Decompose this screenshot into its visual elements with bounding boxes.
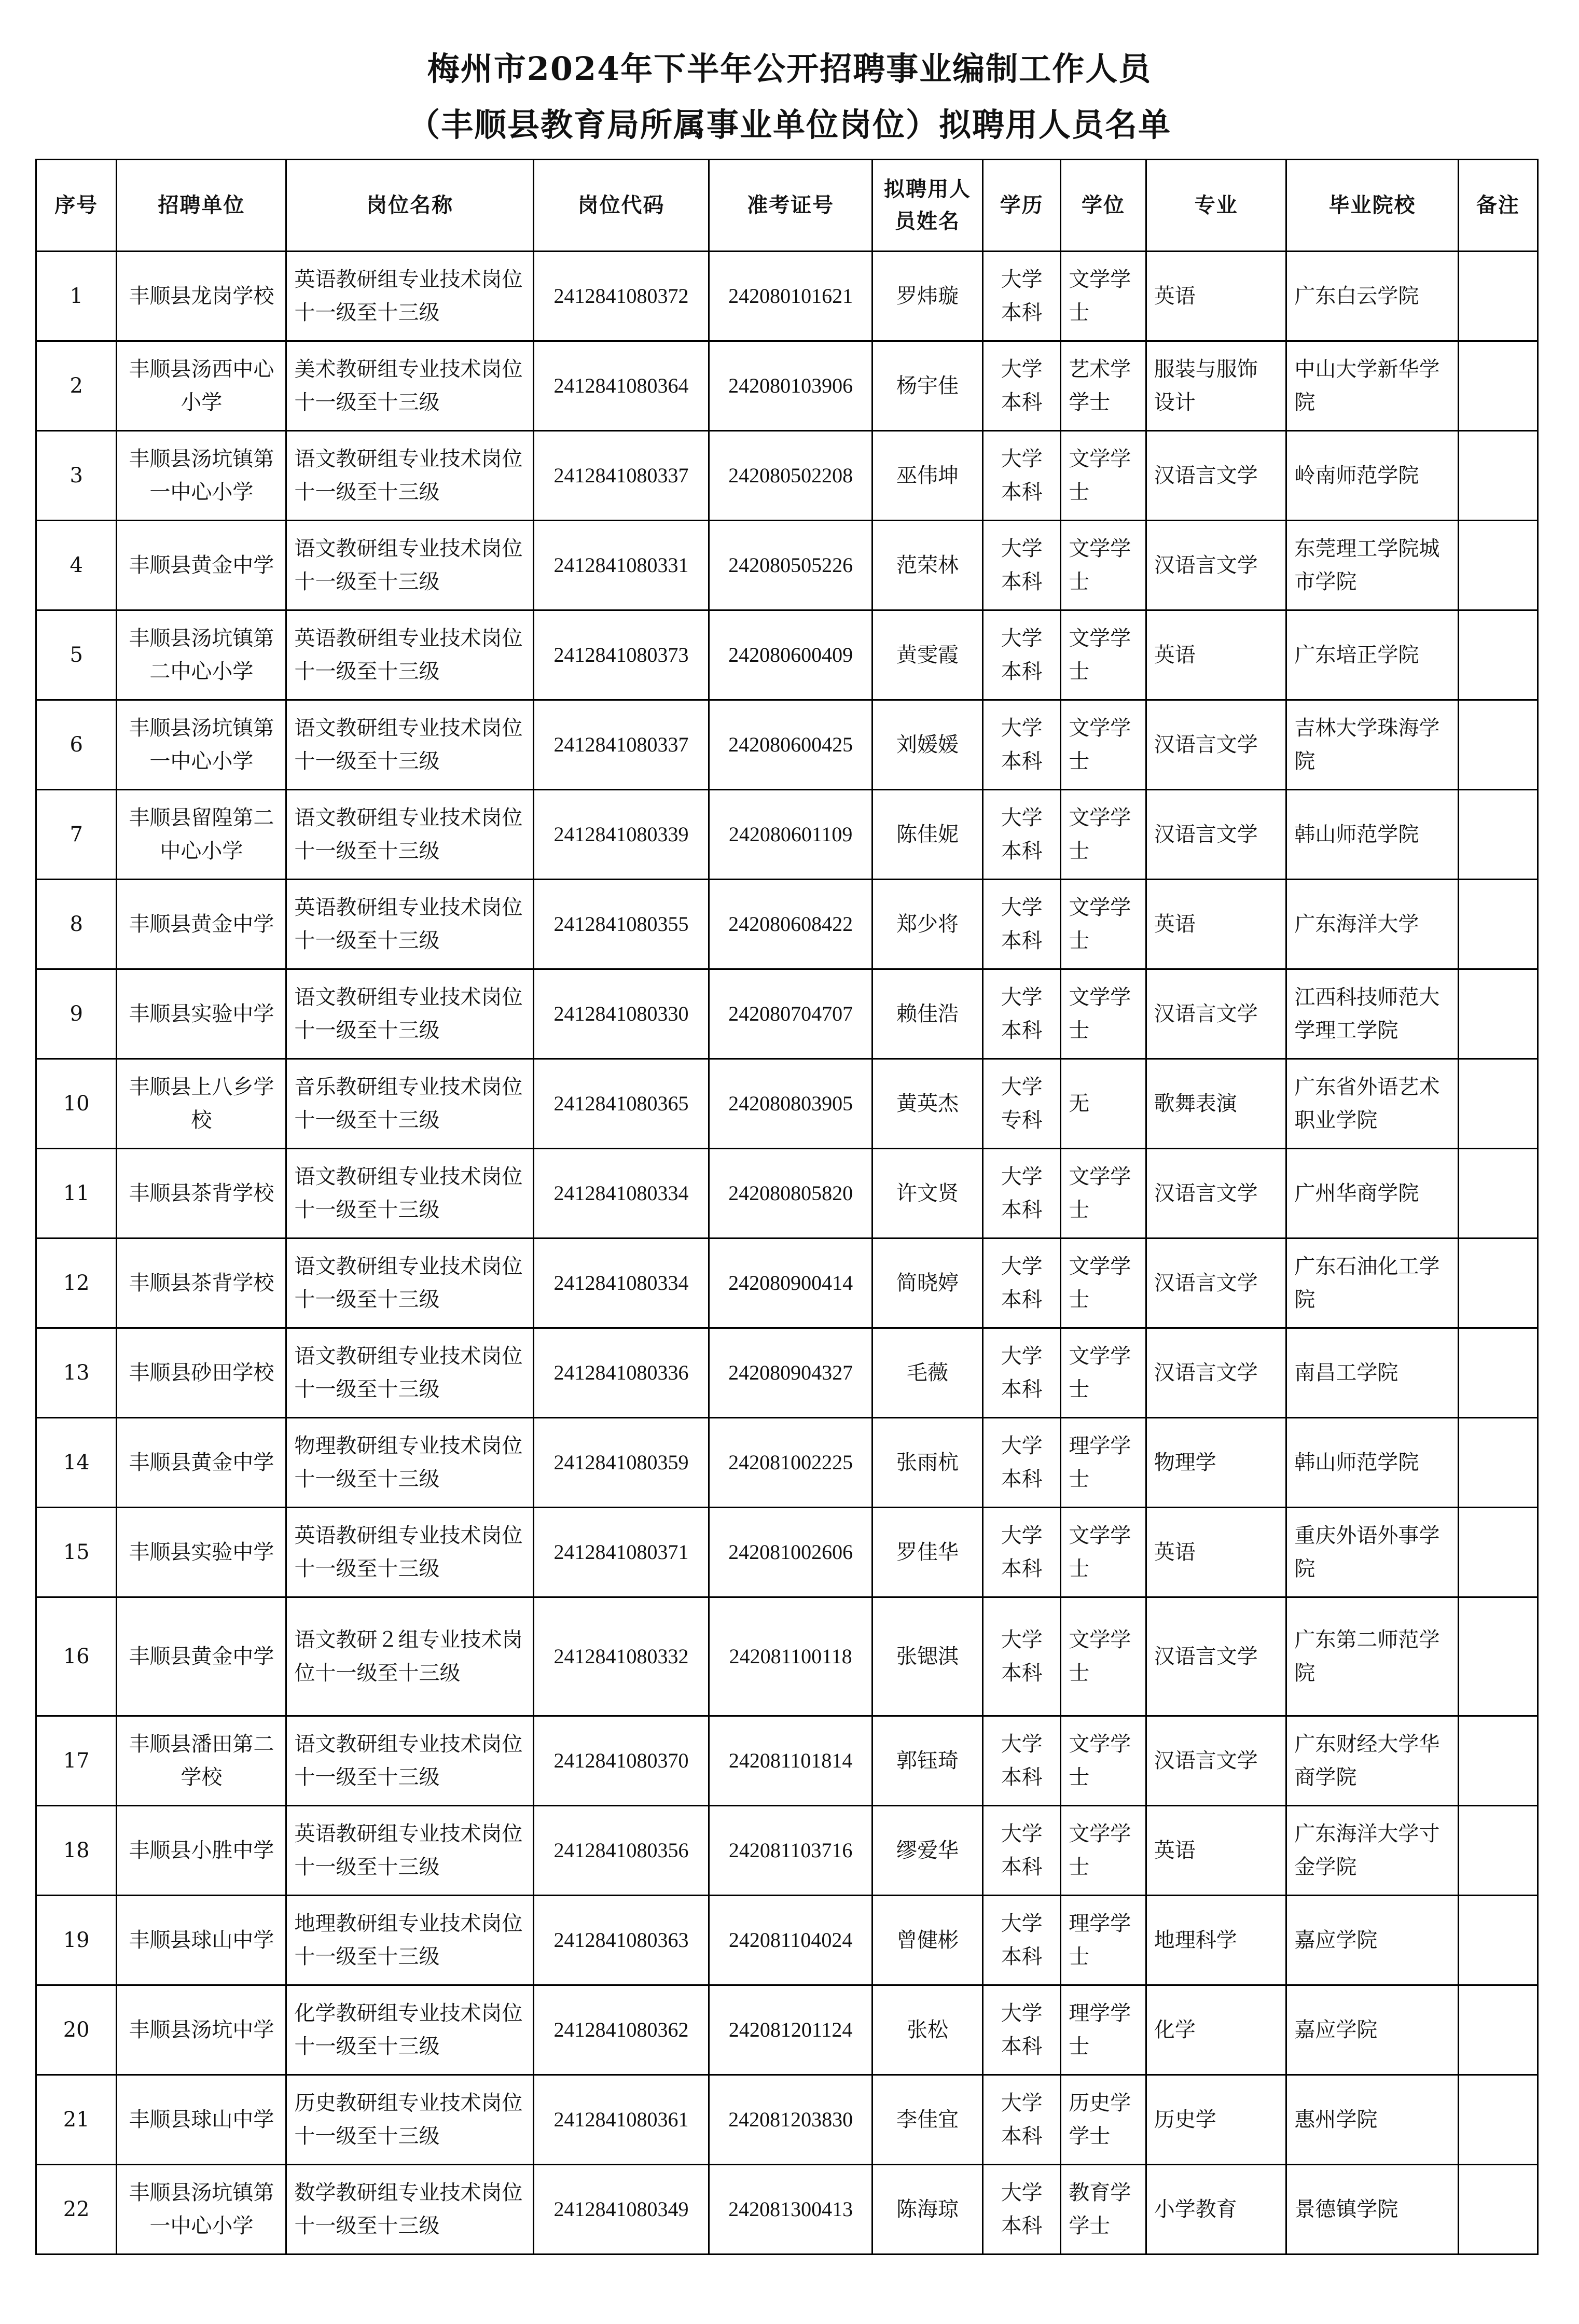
- cell-candidate-name: 刘媛媛: [872, 700, 983, 790]
- cell-exam-number: 242081203830: [709, 2075, 872, 2165]
- document-title-line2: （丰顺县教育局所属事业单位岗位）拟聘用人员名单: [407, 106, 1171, 144]
- cell-position: 语文教研组专业技术岗位十一级至十三级: [286, 521, 533, 610]
- cell-degree: 文学学士: [1061, 1238, 1146, 1328]
- cell-position: 英语教研组专业技术岗位十一级至十三级: [286, 610, 533, 700]
- cell-exam-number: 242081201124: [709, 1985, 872, 2075]
- cell-degree: 文学学士: [1061, 521, 1146, 610]
- cell-school: 景德镇学院: [1286, 2165, 1458, 2255]
- cell-school: 韩山师范学院: [1286, 1418, 1458, 1508]
- cell-education: 大学本科: [983, 1806, 1061, 1896]
- hiring-roster-table: [35, 159, 1539, 2255]
- cell-candidate-name: 黄英杰: [872, 1059, 983, 1149]
- cell-education: 大学本科: [983, 1985, 1061, 2075]
- cell-unit: 丰顺县黄金中学: [117, 1418, 286, 1508]
- cell-position-code: 2412841080373: [533, 610, 709, 700]
- cell-exam-number: 242080505226: [709, 521, 872, 610]
- cell-unit: 丰顺县茶背学校: [117, 1238, 286, 1328]
- cell-exam-number: 242080103906: [709, 341, 872, 431]
- cell-degree: 文学学士: [1061, 1508, 1146, 1597]
- cell-major: 英语: [1146, 610, 1286, 700]
- cell-degree: 理学学士: [1061, 1418, 1146, 1508]
- table-row: [36, 1149, 1538, 1238]
- cell-serial: 4: [36, 521, 117, 610]
- table-row: [36, 431, 1538, 521]
- cell-position: 数学教研组专业技术岗位十一级至十三级: [286, 2165, 533, 2255]
- cell-major: 历史学: [1146, 2075, 1286, 2165]
- cell-unit: 丰顺县汤坑中学: [117, 1985, 286, 2075]
- cell-remarks: [1458, 1328, 1538, 1418]
- cell-position: 英语教研组专业技术岗位十一级至十三级: [286, 880, 533, 969]
- cell-position-code: 2412841080371: [533, 1508, 709, 1597]
- cell-major: 汉语言文学: [1146, 1238, 1286, 1328]
- cell-unit: 丰顺县汤坑镇第二中心小学: [117, 610, 286, 700]
- cell-degree: 文学学士: [1061, 880, 1146, 969]
- cell-position: 语文教研组专业技术岗位十一级至十三级: [286, 1716, 533, 1806]
- cell-position-code: 2412841080349: [533, 2165, 709, 2255]
- cell-school: 嘉应学院: [1286, 1985, 1458, 2075]
- cell-major: 汉语言文学: [1146, 969, 1286, 1059]
- header-education: 学历: [983, 160, 1061, 252]
- cell-serial: 8: [36, 880, 117, 969]
- cell-school: 广东石油化工学院: [1286, 1238, 1458, 1328]
- table-row: [36, 1328, 1538, 1418]
- cell-unit: 丰顺县汤坑镇第一中心小学: [117, 700, 286, 790]
- cell-school: 韩山师范学院: [1286, 790, 1458, 880]
- cell-exam-number: 242080502208: [709, 431, 872, 521]
- cell-school: 吉林大学珠海学院: [1286, 700, 1458, 790]
- cell-exam-number: 242080704707: [709, 969, 872, 1059]
- cell-education: 大学本科: [983, 610, 1061, 700]
- cell-exam-number: 242080805820: [709, 1149, 872, 1238]
- table-row: [36, 1238, 1538, 1328]
- cell-position: 地理教研组专业技术岗位十一级至十三级: [286, 1896, 533, 1985]
- cell-degree: 教育学学士: [1061, 2165, 1146, 2255]
- cell-education: 大学本科: [983, 1716, 1061, 1806]
- cell-exam-number: 242081103716: [709, 1806, 872, 1896]
- cell-degree: 无: [1061, 1059, 1146, 1149]
- cell-candidate-name: 简晓婷: [872, 1238, 983, 1328]
- cell-school: 南昌工学院: [1286, 1328, 1458, 1418]
- cell-major: 汉语言文学: [1146, 700, 1286, 790]
- cell-degree: 文学学士: [1061, 1806, 1146, 1896]
- cell-remarks: [1458, 252, 1538, 341]
- cell-degree: 理学学士: [1061, 1896, 1146, 1985]
- table-row: [36, 880, 1538, 969]
- cell-major: 化学: [1146, 1985, 1286, 2075]
- cell-unit: 丰顺县留隍第二中心小学: [117, 790, 286, 880]
- cell-candidate-name: 陈佳妮: [872, 790, 983, 880]
- cell-education: 大学专科: [983, 1059, 1061, 1149]
- cell-exam-number: 242081002606: [709, 1508, 872, 1597]
- cell-candidate-name: 缪爱华: [872, 1806, 983, 1896]
- cell-education: 大学本科: [983, 1328, 1061, 1418]
- cell-major: 英语: [1146, 1508, 1286, 1597]
- cell-candidate-name: 张锶淇: [872, 1597, 983, 1716]
- cell-degree: 文学学士: [1061, 790, 1146, 880]
- cell-remarks: [1458, 1597, 1538, 1716]
- cell-remarks: [1458, 610, 1538, 700]
- cell-unit: 丰顺县潘田第二学校: [117, 1716, 286, 1806]
- cell-candidate-name: 毛薇: [872, 1328, 983, 1418]
- cell-position: 英语教研组专业技术岗位十一级至十三级: [286, 252, 533, 341]
- cell-position-code: 2412841080332: [533, 1597, 709, 1716]
- cell-unit: 丰顺县实验中学: [117, 1508, 286, 1597]
- cell-education: 大学本科: [983, 2075, 1061, 2165]
- table-row: [36, 610, 1538, 700]
- cell-position: 历史教研组专业技术岗位十一级至十三级: [286, 2075, 533, 2165]
- header-candidate-name: 拟聘用人员姓名: [872, 160, 983, 252]
- cell-serial: 12: [36, 1238, 117, 1328]
- cell-remarks: [1458, 1716, 1538, 1806]
- cell-remarks: [1458, 341, 1538, 431]
- cell-remarks: [1458, 1418, 1538, 1508]
- table-row: [36, 521, 1538, 610]
- table-row: [36, 1985, 1538, 2075]
- cell-remarks: [1458, 1806, 1538, 1896]
- cell-serial: 20: [36, 1985, 117, 2075]
- cell-degree: 艺术学学士: [1061, 341, 1146, 431]
- cell-candidate-name: 李佳宜: [872, 2075, 983, 2165]
- cell-school: 广东省外语艺术职业学院: [1286, 1059, 1458, 1149]
- cell-school: 广东财经大学华商学院: [1286, 1716, 1458, 1806]
- cell-serial: 10: [36, 1059, 117, 1149]
- header-school: 毕业院校: [1286, 160, 1458, 252]
- cell-position: 语文教研组专业技术岗位十一级至十三级: [286, 790, 533, 880]
- cell-remarks: [1458, 1508, 1538, 1597]
- cell-education: 大学本科: [983, 1508, 1061, 1597]
- table-row: [36, 1508, 1538, 1597]
- cell-unit: 丰顺县砂田学校: [117, 1328, 286, 1418]
- cell-education: 大学本科: [983, 1418, 1061, 1508]
- cell-school: 广东白云学院: [1286, 252, 1458, 341]
- cell-education: 大学本科: [983, 880, 1061, 969]
- cell-serial: 11: [36, 1149, 117, 1238]
- cell-serial: 6: [36, 700, 117, 790]
- cell-school: 重庆外语外事学院: [1286, 1508, 1458, 1597]
- cell-degree: 文学学士: [1061, 431, 1146, 521]
- cell-degree: 文学学士: [1061, 1328, 1146, 1418]
- cell-major: 英语: [1146, 880, 1286, 969]
- cell-major: 汉语言文学: [1146, 1149, 1286, 1238]
- cell-remarks: [1458, 1238, 1538, 1328]
- cell-exam-number: 242080904327: [709, 1328, 872, 1418]
- header-unit: 招聘单位: [117, 160, 286, 252]
- cell-major: 物理学: [1146, 1418, 1286, 1508]
- cell-remarks: [1458, 880, 1538, 969]
- cell-major: 汉语言文学: [1146, 431, 1286, 521]
- cell-unit: 丰顺县小胜中学: [117, 1806, 286, 1896]
- cell-unit: 丰顺县汤西中心小学: [117, 341, 286, 431]
- cell-position-code: 2412841080355: [533, 880, 709, 969]
- cell-serial: 17: [36, 1716, 117, 1806]
- cell-exam-number: 242081104024: [709, 1896, 872, 1985]
- cell-major: 汉语言文学: [1146, 521, 1286, 610]
- cell-exam-number: 242080900414: [709, 1238, 872, 1328]
- cell-exam-number: 242080101621: [709, 252, 872, 341]
- cell-degree: 历史学学士: [1061, 2075, 1146, 2165]
- header-serial: 序号: [36, 160, 117, 252]
- cell-remarks: [1458, 1059, 1538, 1149]
- cell-position: 语文教研组专业技术岗位十一级至十三级: [286, 1149, 533, 1238]
- cell-candidate-name: 陈海琼: [872, 2165, 983, 2255]
- cell-position-code: 2412841080339: [533, 790, 709, 880]
- cell-candidate-name: 罗炜璇: [872, 252, 983, 341]
- cell-position-code: 2412841080337: [533, 700, 709, 790]
- cell-remarks: [1458, 1985, 1538, 2075]
- cell-candidate-name: 巫伟坤: [872, 431, 983, 521]
- cell-major: 英语: [1146, 252, 1286, 341]
- cell-degree: 文学学士: [1061, 969, 1146, 1059]
- cell-unit: 丰顺县球山中学: [117, 1896, 286, 1985]
- cell-candidate-name: 许文贤: [872, 1149, 983, 1238]
- cell-position: 语文教研组专业技术岗位十一级至十三级: [286, 1238, 533, 1328]
- cell-serial: 9: [36, 969, 117, 1059]
- cell-unit: 丰顺县汤坑镇第一中心小学: [117, 431, 286, 521]
- cell-position-code: 2412841080337: [533, 431, 709, 521]
- cell-serial: 18: [36, 1806, 117, 1896]
- table-row: [36, 969, 1538, 1059]
- cell-exam-number: 242080601109: [709, 790, 872, 880]
- cell-position: 语文教研２组专业技术岗位十一级至十三级: [286, 1597, 533, 1716]
- cell-unit: 丰顺县实验中学: [117, 969, 286, 1059]
- cell-serial: 13: [36, 1328, 117, 1418]
- cell-exam-number: 242080803905: [709, 1059, 872, 1149]
- cell-serial: 15: [36, 1508, 117, 1597]
- table-row: [36, 1716, 1538, 1806]
- cell-school: 广东第二师范学院: [1286, 1597, 1458, 1716]
- cell-school: 广东海洋大学寸金学院: [1286, 1806, 1458, 1896]
- cell-major: 地理科学: [1146, 1896, 1286, 1985]
- cell-degree: 文学学士: [1061, 1149, 1146, 1238]
- cell-candidate-name: 郑少将: [872, 880, 983, 969]
- cell-unit: 丰顺县黄金中学: [117, 521, 286, 610]
- cell-education: 大学本科: [983, 1238, 1061, 1328]
- cell-candidate-name: 张松: [872, 1985, 983, 2075]
- header-major: 专业: [1146, 160, 1286, 252]
- cell-unit: 丰顺县黄金中学: [117, 1597, 286, 1716]
- cell-position-code: 2412841080331: [533, 521, 709, 610]
- header-position-code: 岗位代码: [533, 160, 709, 252]
- cell-candidate-name: 黄雯霞: [872, 610, 983, 700]
- cell-position-code: 2412841080334: [533, 1238, 709, 1328]
- cell-position-code: 2412841080336: [533, 1328, 709, 1418]
- cell-unit: 丰顺县黄金中学: [117, 880, 286, 969]
- cell-exam-number: 242081100118: [709, 1597, 872, 1716]
- cell-major: 歌舞表演: [1146, 1059, 1286, 1149]
- cell-serial: 16: [36, 1597, 117, 1716]
- table-row: [36, 700, 1538, 790]
- cell-education: 大学本科: [983, 1597, 1061, 1716]
- cell-exam-number: 242080608422: [709, 880, 872, 969]
- cell-unit: 丰顺县球山中学: [117, 2075, 286, 2165]
- cell-remarks: [1458, 431, 1538, 521]
- cell-remarks: [1458, 1149, 1538, 1238]
- cell-remarks: [1458, 700, 1538, 790]
- cell-serial: 1: [36, 252, 117, 341]
- table-row: [36, 2165, 1538, 2255]
- header-remarks: 备注: [1458, 160, 1538, 252]
- cell-exam-number: 242080600425: [709, 700, 872, 790]
- table-body: [36, 252, 1538, 2255]
- cell-major: 汉语言文学: [1146, 1597, 1286, 1716]
- cell-candidate-name: 郭钰琦: [872, 1716, 983, 1806]
- document-title-line1: 梅州市2024年下半年公开招聘事业编制工作人员: [427, 50, 1152, 88]
- cell-major: 汉语言文学: [1146, 1716, 1286, 1806]
- cell-position-code: 2412841080372: [533, 252, 709, 341]
- cell-serial: 19: [36, 1896, 117, 1985]
- cell-unit: 丰顺县上八乡学校: [117, 1059, 286, 1149]
- cell-exam-number: 242081002225: [709, 1418, 872, 1508]
- cell-remarks: [1458, 1896, 1538, 1985]
- cell-major: 小学教育: [1146, 2165, 1286, 2255]
- table-row: [36, 790, 1538, 880]
- cell-school: 中山大学新华学院: [1286, 341, 1458, 431]
- cell-school: 东莞理工学院城市学院: [1286, 521, 1458, 610]
- cell-serial: 5: [36, 610, 117, 700]
- cell-position: 语文教研组专业技术岗位十一级至十三级: [286, 969, 533, 1059]
- cell-remarks: [1458, 969, 1538, 1059]
- cell-position-code: 2412841080356: [533, 1806, 709, 1896]
- cell-remarks: [1458, 2165, 1538, 2255]
- cell-school: 惠州学院: [1286, 2075, 1458, 2165]
- cell-position: 物理教研组专业技术岗位十一级至十三级: [286, 1418, 533, 1508]
- cell-position: 语文教研组专业技术岗位十一级至十三级: [286, 1328, 533, 1418]
- cell-position: 英语教研组专业技术岗位十一级至十三级: [286, 1806, 533, 1896]
- cell-education: 大学本科: [983, 790, 1061, 880]
- cell-remarks: [1458, 2075, 1538, 2165]
- table-header-row: [36, 160, 1538, 252]
- cell-education: 大学本科: [983, 521, 1061, 610]
- cell-candidate-name: 曾健彬: [872, 1896, 983, 1985]
- cell-position-code: 2412841080364: [533, 341, 709, 431]
- cell-unit: 丰顺县茶背学校: [117, 1149, 286, 1238]
- cell-major: 英语: [1146, 1806, 1286, 1896]
- cell-candidate-name: 张雨杭: [872, 1418, 983, 1508]
- cell-education: 大学本科: [983, 969, 1061, 1059]
- cell-degree: 文学学士: [1061, 252, 1146, 341]
- cell-education: 大学本科: [983, 431, 1061, 521]
- cell-education: 大学本科: [983, 341, 1061, 431]
- cell-school: 岭南师范学院: [1286, 431, 1458, 521]
- cell-education: 大学本科: [983, 2165, 1061, 2255]
- table-row: [36, 2075, 1538, 2165]
- cell-school: 嘉应学院: [1286, 1896, 1458, 1985]
- cell-degree: 理学学士: [1061, 1985, 1146, 2075]
- header-degree: 学位: [1061, 160, 1146, 252]
- cell-education: 大学本科: [983, 252, 1061, 341]
- cell-position-code: 2412841080363: [533, 1896, 709, 1985]
- cell-candidate-name: 杨宇佳: [872, 341, 983, 431]
- table-row: [36, 1597, 1538, 1716]
- cell-degree: 文学学士: [1061, 1716, 1146, 1806]
- table-row: [36, 1418, 1538, 1508]
- cell-degree: 文学学士: [1061, 700, 1146, 790]
- cell-serial: 14: [36, 1418, 117, 1508]
- cell-position-code: 2412841080330: [533, 969, 709, 1059]
- cell-position-code: 2412841080370: [533, 1716, 709, 1806]
- cell-position: 美术教研组专业技术岗位十一级至十三级: [286, 341, 533, 431]
- table-row: [36, 1806, 1538, 1896]
- cell-education: 大学本科: [983, 1896, 1061, 1985]
- cell-major: 汉语言文学: [1146, 790, 1286, 880]
- cell-position: 语文教研组专业技术岗位十一级至十三级: [286, 431, 533, 521]
- cell-education: 大学本科: [983, 1149, 1061, 1238]
- cell-candidate-name: 范荣林: [872, 521, 983, 610]
- cell-degree: 文学学士: [1061, 1597, 1146, 1716]
- cell-position: 化学教研组专业技术岗位十一级至十三级: [286, 1985, 533, 2075]
- cell-serial: 7: [36, 790, 117, 880]
- cell-serial: 22: [36, 2165, 117, 2255]
- cell-education: 大学本科: [983, 700, 1061, 790]
- cell-candidate-name: 罗佳华: [872, 1508, 983, 1597]
- cell-position: 英语教研组专业技术岗位十一级至十三级: [286, 1508, 533, 1597]
- cell-position-code: 2412841080334: [533, 1149, 709, 1238]
- table-row: [36, 341, 1538, 431]
- cell-position-code: 2412841080361: [533, 2075, 709, 2165]
- cell-serial: 21: [36, 2075, 117, 2165]
- header-position: 岗位名称: [286, 160, 533, 252]
- cell-school: 广州华商学院: [1286, 1149, 1458, 1238]
- cell-exam-number: 242081101814: [709, 1716, 872, 1806]
- cell-degree: 文学学士: [1061, 610, 1146, 700]
- table-row: [36, 252, 1538, 341]
- cell-position: 语文教研组专业技术岗位十一级至十三级: [286, 700, 533, 790]
- table-row: [36, 1059, 1538, 1149]
- cell-school: 广东海洋大学: [1286, 880, 1458, 969]
- header-exam-number: 准考证号: [709, 160, 872, 252]
- cell-remarks: [1458, 521, 1538, 610]
- cell-major: 服装与服饰设计: [1146, 341, 1286, 431]
- cell-candidate-name: 赖佳浩: [872, 969, 983, 1059]
- cell-exam-number: 242080600409: [709, 610, 872, 700]
- table-row: [36, 1896, 1538, 1985]
- cell-position-code: 2412841080362: [533, 1985, 709, 2075]
- cell-unit: 丰顺县龙岗学校: [117, 252, 286, 341]
- cell-remarks: [1458, 790, 1538, 880]
- cell-serial: 3: [36, 431, 117, 521]
- cell-serial: 2: [36, 341, 117, 431]
- cell-position-code: 2412841080365: [533, 1059, 709, 1149]
- cell-exam-number: 242081300413: [709, 2165, 872, 2255]
- cell-position-code: 2412841080359: [533, 1418, 709, 1508]
- cell-school: 广东培正学院: [1286, 610, 1458, 700]
- cell-major: 汉语言文学: [1146, 1328, 1286, 1418]
- cell-school: 江西科技师范大学理工学院: [1286, 969, 1458, 1059]
- cell-unit: 丰顺县汤坑镇第一中心小学: [117, 2165, 286, 2255]
- cell-position: 音乐教研组专业技术岗位十一级至十三级: [286, 1059, 533, 1149]
